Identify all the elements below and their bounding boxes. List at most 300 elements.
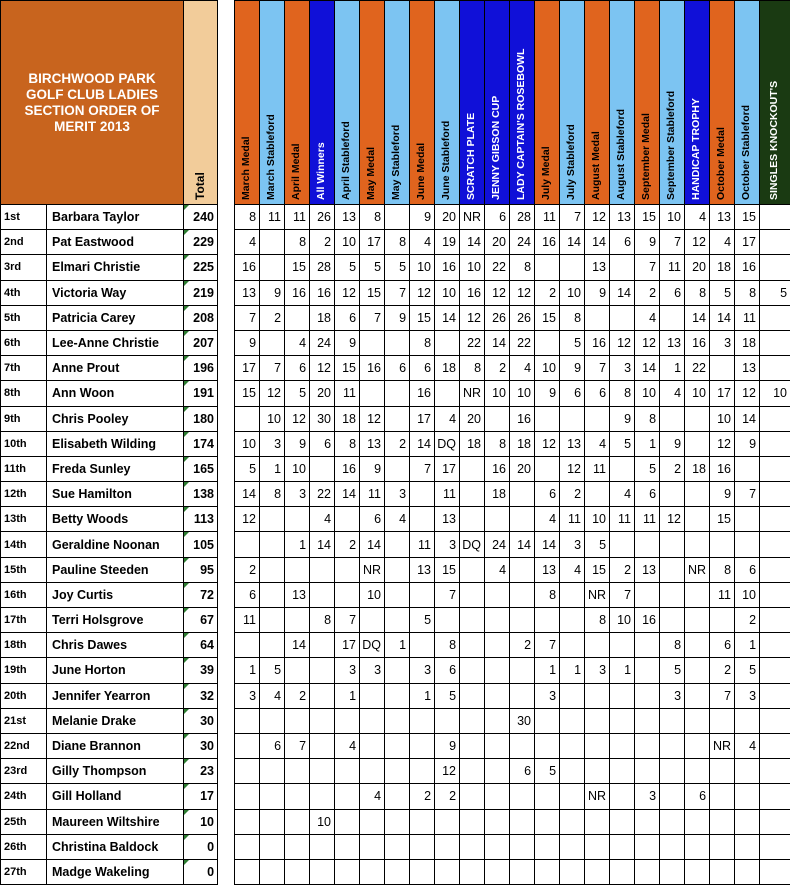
score-cell: 5 <box>285 381 310 406</box>
total-cell: 165 <box>184 456 218 481</box>
score-cell <box>410 809 435 834</box>
score-cell <box>310 733 335 758</box>
score-cell <box>510 809 535 834</box>
score-cell: 4 <box>410 230 435 255</box>
competition-name: All Winners <box>315 142 328 200</box>
score-cell: 2 <box>285 683 310 708</box>
score-cell <box>360 608 385 633</box>
score-cell <box>335 784 360 809</box>
score-cell: 9 <box>710 482 735 507</box>
score-cell <box>585 683 610 708</box>
score-cell: 14 <box>460 230 485 255</box>
score-cell <box>410 759 435 784</box>
score-cell <box>385 582 410 607</box>
score-cell: 6 <box>285 356 310 381</box>
score-cell: 5 <box>410 608 435 633</box>
score-cell <box>260 633 285 658</box>
score-cell: 14 <box>560 230 585 255</box>
score-cell: 8 <box>510 255 535 280</box>
score-cell: 2 <box>635 280 660 305</box>
score-cell <box>610 784 635 809</box>
score-cell: 8 <box>310 608 335 633</box>
score-cell <box>710 859 735 884</box>
player-name-cell: Sue Hamilton <box>47 482 184 507</box>
score-cell <box>760 633 790 658</box>
score-cell <box>760 305 790 330</box>
score-cell <box>585 708 610 733</box>
score-cell: 14 <box>585 230 610 255</box>
position-cell: 22nd <box>1 733 47 758</box>
score-cell: 5 <box>360 255 385 280</box>
score-cell <box>460 658 485 683</box>
spacer-cell <box>218 532 235 557</box>
score-cell <box>560 809 585 834</box>
score-cell <box>385 381 410 406</box>
score-cell: 2 <box>435 784 460 809</box>
score-cell <box>635 532 660 557</box>
score-cell: 7 <box>235 305 260 330</box>
score-cell: 14 <box>610 280 635 305</box>
score-cell: 10 <box>335 230 360 255</box>
competition-header <box>560 1 585 205</box>
score-cell <box>510 658 535 683</box>
score-cell <box>460 456 485 481</box>
score-cell: 7 <box>585 356 610 381</box>
score-cell: 16 <box>685 330 710 355</box>
score-cell: 9 <box>385 305 410 330</box>
competition-header <box>585 1 610 205</box>
position-cell: 17th <box>1 608 47 633</box>
score-cell <box>510 557 535 582</box>
score-cell <box>260 784 285 809</box>
score-cell: 14 <box>435 305 460 330</box>
score-cell: 17 <box>360 230 385 255</box>
score-cell <box>235 733 260 758</box>
score-cell <box>535 608 560 633</box>
score-cell <box>260 582 285 607</box>
score-cell <box>735 784 760 809</box>
spacer-cell <box>218 431 235 456</box>
score-cell <box>410 733 435 758</box>
spacer-cell <box>218 330 235 355</box>
score-cell: 10 <box>585 507 610 532</box>
score-cell <box>460 834 485 859</box>
score-cell: 8 <box>285 230 310 255</box>
score-cell <box>735 532 760 557</box>
score-cell: 13 <box>735 356 760 381</box>
player-name-cell: Gilly Thompson <box>47 759 184 784</box>
score-cell: 8 <box>635 406 660 431</box>
score-cell <box>760 834 790 859</box>
score-cell <box>310 708 335 733</box>
score-cell: 13 <box>335 205 360 230</box>
total-cell: 39 <box>184 658 218 683</box>
score-cell: 1 <box>285 532 310 557</box>
score-cell: 7 <box>435 582 460 607</box>
score-cell <box>460 507 485 532</box>
score-cell <box>235 859 260 884</box>
score-cell <box>485 784 510 809</box>
total-cell: 32 <box>184 683 218 708</box>
spacer-cell <box>218 230 235 255</box>
score-cell <box>235 633 260 658</box>
score-cell <box>760 482 790 507</box>
score-cell: 14 <box>635 356 660 381</box>
score-cell: 14 <box>310 532 335 557</box>
position-cell: 3rd <box>1 255 47 280</box>
score-cell: 13 <box>410 557 435 582</box>
score-cell: 28 <box>510 205 535 230</box>
score-cell <box>560 859 585 884</box>
score-cell <box>660 834 685 859</box>
score-cell: 4 <box>235 230 260 255</box>
score-cell: 8 <box>385 230 410 255</box>
score-cell: 3 <box>285 482 310 507</box>
score-cell <box>510 784 535 809</box>
score-cell <box>385 708 410 733</box>
score-cell: 12 <box>335 280 360 305</box>
score-cell: 13 <box>285 582 310 607</box>
score-cell <box>385 784 410 809</box>
score-cell: 16 <box>735 255 760 280</box>
score-cell: 11 <box>360 482 385 507</box>
table-row <box>1 557 790 582</box>
score-cell <box>710 532 735 557</box>
score-cell <box>585 305 610 330</box>
table-row <box>1 834 790 859</box>
score-cell: 15 <box>410 305 435 330</box>
score-cell: 18 <box>310 305 335 330</box>
score-cell <box>685 633 710 658</box>
competition-header <box>660 1 685 205</box>
score-cell <box>460 683 485 708</box>
score-cell <box>310 834 335 859</box>
score-cell: 12 <box>735 381 760 406</box>
score-cell: 13 <box>535 557 560 582</box>
spacer-cell <box>218 784 235 809</box>
score-cell: 1 <box>410 683 435 708</box>
score-cell: 16 <box>510 406 535 431</box>
score-cell: 6 <box>685 784 710 809</box>
competition-header <box>285 1 310 205</box>
score-cell <box>410 834 435 859</box>
competition-name: March Medal <box>240 136 253 200</box>
score-cell: 6 <box>510 759 535 784</box>
score-cell <box>310 456 335 481</box>
score-cell: 7 <box>735 482 760 507</box>
score-cell <box>260 708 285 733</box>
competition-header <box>685 1 710 205</box>
score-cell: 14 <box>685 305 710 330</box>
score-cell: 6 <box>235 582 260 607</box>
score-cell <box>360 809 385 834</box>
score-cell: 22 <box>685 356 710 381</box>
position-cell: 10th <box>1 431 47 456</box>
score-cell: 10 <box>435 280 460 305</box>
score-cell: 7 <box>635 255 660 280</box>
score-cell: 17 <box>235 356 260 381</box>
score-cell: 8 <box>685 280 710 305</box>
player-name-cell: Elisabeth Wilding <box>47 431 184 456</box>
score-cell: 10 <box>310 809 335 834</box>
table-title: BIRCHWOOD PARK GOLF CLUB LADIES SECTION ORDER OF MERIT 2013 <box>1 1 184 205</box>
score-cell: 12 <box>635 330 660 355</box>
player-name-cell: Maureen Wiltshire <box>47 809 184 834</box>
position-cell: 27th <box>1 859 47 884</box>
score-cell: 16 <box>485 456 510 481</box>
score-cell: 2 <box>485 356 510 381</box>
score-cell: 4 <box>360 784 385 809</box>
score-cell <box>510 582 535 607</box>
spacer-cell <box>218 456 235 481</box>
score-cell: 10 <box>760 381 790 406</box>
score-cell: 4 <box>535 507 560 532</box>
score-cell <box>285 834 310 859</box>
score-cell <box>335 834 360 859</box>
score-cell: 15 <box>585 557 610 582</box>
score-cell: 6 <box>260 733 285 758</box>
score-cell <box>660 809 685 834</box>
score-cell: 7 <box>710 683 735 708</box>
score-cell: 10 <box>260 406 285 431</box>
score-cell: 3 <box>260 431 285 456</box>
score-cell: 10 <box>535 356 560 381</box>
position-cell: 20th <box>1 683 47 708</box>
score-cell: NR <box>460 381 485 406</box>
score-cell <box>735 759 760 784</box>
score-cell: 14 <box>285 633 310 658</box>
score-cell: 15 <box>435 557 460 582</box>
score-cell <box>635 582 660 607</box>
score-cell <box>435 608 460 633</box>
table-row <box>1 784 790 809</box>
score-cell <box>235 809 260 834</box>
score-cell: 11 <box>235 608 260 633</box>
score-cell <box>260 859 285 884</box>
score-cell <box>385 859 410 884</box>
spacer-cell <box>218 608 235 633</box>
score-cell <box>760 658 790 683</box>
spacer-cell <box>218 205 235 230</box>
total-header <box>184 1 218 205</box>
score-cell <box>360 683 385 708</box>
score-cell <box>385 532 410 557</box>
total-cell: 95 <box>184 557 218 582</box>
score-cell: 5 <box>560 330 585 355</box>
competition-name: April Medal <box>290 143 303 200</box>
score-cell: 17 <box>435 456 460 481</box>
score-cell <box>285 557 310 582</box>
table-row <box>1 255 790 280</box>
player-name-cell: Geraldine Noonan <box>47 532 184 557</box>
score-cell: 2 <box>410 784 435 809</box>
table-row <box>1 633 790 658</box>
score-cell <box>710 834 735 859</box>
position-cell: 21st <box>1 708 47 733</box>
position-cell: 6th <box>1 330 47 355</box>
table-row <box>1 381 790 406</box>
competition-header <box>235 1 260 205</box>
header-row <box>1 1 790 205</box>
competition-header <box>360 1 385 205</box>
score-cell <box>260 230 285 255</box>
score-cell <box>710 356 735 381</box>
score-cell <box>510 507 535 532</box>
spacer-cell <box>218 733 235 758</box>
score-cell <box>585 633 610 658</box>
score-cell <box>335 507 360 532</box>
score-cell: 6 <box>560 381 585 406</box>
table-row <box>1 759 790 784</box>
score-cell: 14 <box>485 330 510 355</box>
total-cell: 225 <box>184 255 218 280</box>
score-cell: 12 <box>510 280 535 305</box>
score-cell <box>285 305 310 330</box>
position-cell: 14th <box>1 532 47 557</box>
position-cell: 19th <box>1 658 47 683</box>
score-cell: 12 <box>560 456 585 481</box>
score-cell: 14 <box>235 482 260 507</box>
score-cell <box>535 733 560 758</box>
score-cell: 11 <box>260 205 285 230</box>
score-cell: 16 <box>635 608 660 633</box>
spacer-cell <box>218 759 235 784</box>
score-cell: 6 <box>585 381 610 406</box>
score-cell: 30 <box>310 406 335 431</box>
score-cell: 10 <box>485 381 510 406</box>
total-cell: 240 <box>184 205 218 230</box>
score-cell <box>710 608 735 633</box>
score-cell: 12 <box>460 305 485 330</box>
score-cell <box>760 431 790 456</box>
total-cell: 113 <box>184 507 218 532</box>
score-cell: 12 <box>585 205 610 230</box>
score-cell: 16 <box>435 255 460 280</box>
score-cell: 8 <box>560 305 585 330</box>
score-cell: 10 <box>710 406 735 431</box>
score-cell <box>310 582 335 607</box>
score-cell: 2 <box>660 456 685 481</box>
score-cell <box>585 834 610 859</box>
score-cell <box>410 708 435 733</box>
spacer-cell <box>218 305 235 330</box>
score-cell <box>385 658 410 683</box>
competition-name: LADY CAPTAIN'S ROSEBOWL <box>515 48 528 200</box>
score-cell <box>585 759 610 784</box>
score-cell <box>410 633 435 658</box>
score-cell: 20 <box>485 230 510 255</box>
score-cell: 18 <box>335 406 360 431</box>
score-cell: 9 <box>535 381 560 406</box>
score-cell: 17 <box>410 406 435 431</box>
score-cell <box>310 683 335 708</box>
score-cell: 2 <box>335 532 360 557</box>
score-cell: 13 <box>660 330 685 355</box>
score-cell: 1 <box>660 356 685 381</box>
score-cell: 8 <box>460 356 485 381</box>
spacer-cell <box>218 658 235 683</box>
score-cell <box>485 507 510 532</box>
score-cell: 8 <box>260 482 285 507</box>
score-cell: 15 <box>235 381 260 406</box>
score-cell: 5 <box>660 658 685 683</box>
score-cell: 22 <box>310 482 335 507</box>
competition-header <box>735 1 760 205</box>
score-cell <box>235 708 260 733</box>
score-cell <box>585 406 610 431</box>
total-cell: 64 <box>184 633 218 658</box>
score-cell <box>660 733 685 758</box>
score-cell: 12 <box>360 406 385 431</box>
score-cell <box>760 608 790 633</box>
score-cell: 28 <box>310 255 335 280</box>
score-cell: 16 <box>535 230 560 255</box>
score-cell <box>535 784 560 809</box>
score-cell: 18 <box>710 255 735 280</box>
score-cell: 7 <box>535 633 560 658</box>
score-cell: 8 <box>660 633 685 658</box>
score-cell: 6 <box>710 633 735 658</box>
competition-header <box>510 1 535 205</box>
score-cell: 4 <box>660 381 685 406</box>
score-cell: 14 <box>735 406 760 431</box>
score-cell: 11 <box>585 456 610 481</box>
score-cell <box>560 608 585 633</box>
score-cell <box>760 330 790 355</box>
player-name-cell: Barbara Taylor <box>47 205 184 230</box>
total-cell: 219 <box>184 280 218 305</box>
score-cell: 13 <box>635 557 660 582</box>
player-name-cell: Jennifer Yearron <box>47 683 184 708</box>
score-cell: 16 <box>360 356 385 381</box>
score-cell <box>760 784 790 809</box>
score-cell <box>485 633 510 658</box>
score-cell: 11 <box>560 507 585 532</box>
score-cell <box>685 759 710 784</box>
spacer-cell <box>218 406 235 431</box>
table-row <box>1 406 790 431</box>
score-cell: 16 <box>285 280 310 305</box>
score-cell <box>310 859 335 884</box>
score-cell: 14 <box>510 532 535 557</box>
score-cell: 5 <box>335 255 360 280</box>
score-cell <box>585 859 610 884</box>
spacer-column <box>218 1 235 205</box>
score-cell <box>435 859 460 884</box>
score-cell: 9 <box>435 733 460 758</box>
score-cell <box>685 406 710 431</box>
total-cell: 207 <box>184 330 218 355</box>
table-row <box>1 205 790 230</box>
score-cell <box>560 255 585 280</box>
total-cell: 0 <box>184 859 218 884</box>
score-cell <box>710 759 735 784</box>
score-cell <box>310 557 335 582</box>
competition-header <box>310 1 335 205</box>
score-cell <box>735 859 760 884</box>
score-cell: 7 <box>660 230 685 255</box>
score-cell <box>485 733 510 758</box>
score-cell <box>760 708 790 733</box>
score-cell: 15 <box>285 255 310 280</box>
score-cell <box>560 708 585 733</box>
score-cell <box>710 708 735 733</box>
player-name-cell: Madge Wakeling <box>47 859 184 884</box>
competition-header <box>485 1 510 205</box>
score-cell: 9 <box>235 330 260 355</box>
table-row <box>1 683 790 708</box>
competition-name: May Medal <box>365 146 378 200</box>
